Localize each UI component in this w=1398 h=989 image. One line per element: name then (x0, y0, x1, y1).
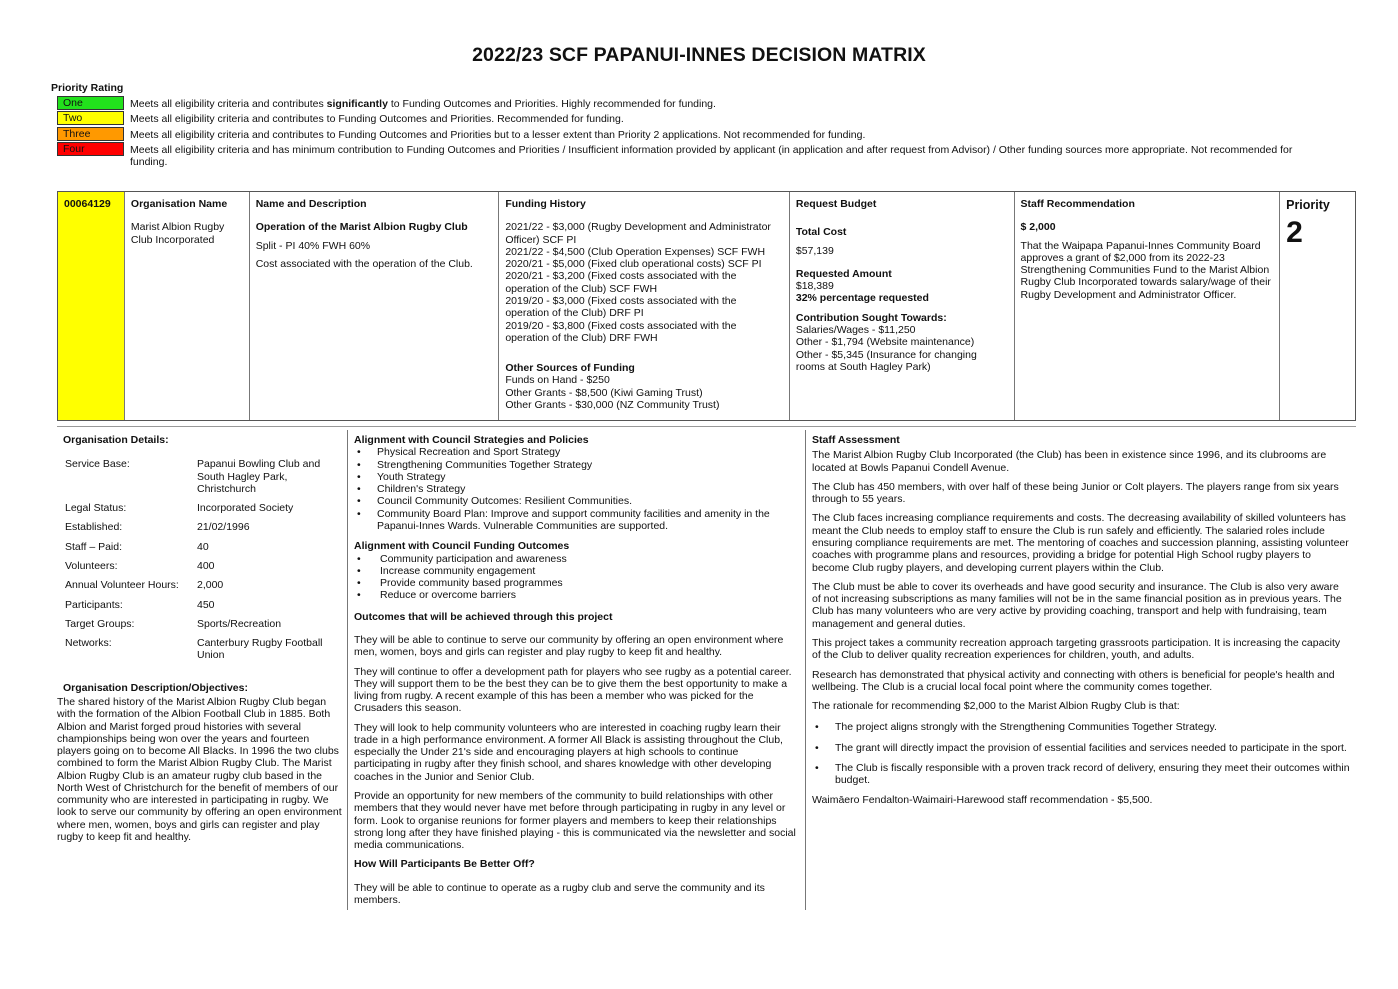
strategy-item: • Physical Recreation and Sport Strategy (356, 446, 797, 458)
priority-desc-one: Meets all eligibility criteria and contributes significantly to Funding Outcomes and Priorities. Highly recommended for funding. (130, 98, 716, 110)
other-source-item: Other Grants - $8,500 (Kiwi Gaming Trust) (505, 386, 703, 399)
funding-outcome-item: • Increase community engagement (356, 565, 797, 577)
org-detail-row: Service Base: Papanui Bowling Club and South Hagley Park, Christchurch (65, 458, 321, 495)
priority-desc-four: Meets all eligibility criteria and has minimum contribution to Funding Outcomes and Priorities / Insufficient information provided by applicant (in application and after request from Advisor) / Other funding sources more appropriate. Not recommended for funding. (130, 143, 1293, 169)
priority-desc-two: Meets all eligibility criteria and contributes to Funding Outcomes and Priorities. Recommended for funding. (130, 113, 624, 126)
project-name: Operation of the Marist Albion Rugby Club (255, 221, 468, 234)
better-off-text: They will be able to continue to operate as a rugby club and serve the community and its members. (354, 881, 765, 906)
funding-outcome-item: • Provide community based programmes (356, 577, 797, 589)
strategy-item: • Children's Strategy (356, 483, 797, 495)
priority-cell (1280, 192, 1355, 420)
assessment-paragraph: Research has demonstrated that physical activity and connecting with others is beneficial for people's health and wellbeing. The Club is a crucial local focal point where the community comes together. (812, 668, 1335, 693)
staff-assessment-column (806, 430, 1356, 910)
org-name-header: Organisation Name (130, 198, 228, 210)
better-off-heading: How Will Participants Be Better Off? (354, 858, 535, 871)
contribution-label: Contribution Sought Towards: (795, 311, 947, 324)
rationale-item: • The grant will directly impact the provision of essential facilities and services needed to participate in the sport. (814, 742, 1350, 754)
total-cost-label: Total Cost (795, 226, 847, 239)
priority-swatch-three: Three (57, 127, 124, 141)
application-record-table (57, 191, 1356, 421)
record-id-cell (58, 192, 125, 420)
strategy-item: • Community Board Plan: Improve and support community facilities and amenity in the Papanui-Innes Wards. Vulnerable Communities are supported. (356, 508, 797, 533)
contribution-item: Other - $5,345 (Insurance for changing rooms at South Hagley Park) (795, 348, 977, 373)
funding-history-header: Funding History (505, 198, 586, 210)
request-budget-header: Request Budget (795, 198, 877, 210)
other-source-item: Funds on Hand - $250 (505, 374, 610, 387)
funding-history-item: 2020/21 - $3,200 (Fixed costs associated with the operation of the Club) SCF FWH (505, 270, 737, 295)
other-board-recommendation: Waimāero Fendalton-Waimairi-Harewood staff recommendation - $5,500. (812, 794, 1153, 807)
org-detail-row: Volunteers: 400 (65, 559, 215, 572)
org-detail-row: Networks: Canterbury Rugby Football Union (65, 637, 323, 662)
contribution-item: Salaries/Wages - $11,250 (795, 323, 916, 336)
assessment-paragraph: The Club must be able to cover its overheads and have good security and insurance. The Club is also very aware of not increasing subscriptions as many families will not be in the same financial position as in previous years. The Club has many volunteers who are very active by providing coaching, transport and help with fundraising, team management and general duties. (812, 580, 1342, 630)
org-details-heading: Organisation Details: (63, 434, 169, 446)
outcome-paragraph: They will be able to continue to serve our community by offering an open environment where men, women, boys and girls can register and play rugby to keep fit and healthy. (354, 633, 784, 659)
funding-history-item: 2021/22 - $4,500 (Club Operation Expenses) SCF FWH (505, 245, 766, 258)
strategies-list (356, 446, 797, 532)
strategy-item: • Youth Strategy (356, 471, 797, 483)
funding-outcomes-list (356, 553, 797, 602)
funding-history-item: 2020/21 - $5,000 (Fixed club operational costs) SCF PI (505, 258, 762, 271)
staff-recommendation-header: Staff Recommendation (1020, 198, 1135, 210)
alignment-column (348, 430, 806, 910)
outcome-paragraph: Provide an opportunity for new members of the community to build relationships with other members that they would never have met before through participating in rugby in any level or form. Look to organise reunions for former players and members to keep their relationships strong long after they have finished playing - this is communicated via the newsletter and social media communications. (354, 790, 796, 852)
priority-value: 2 (1286, 215, 1303, 249)
priority-rating-row-one (57, 96, 1317, 110)
priority-rating-row-two (57, 111, 1317, 125)
requested-amount-value: $18,389 (795, 280, 834, 293)
priority-swatch-one: One (57, 96, 124, 110)
outcome-paragraph: They will continue to offer a development path for players who see rugby as a potential career. They will support them to be the best they can be to give them the best opportunity to make a living from rugby. A recent example of this has been a member who was picked for the Crusaders this season. (354, 665, 792, 715)
funding-outcome-item: • Community participation and awareness (356, 553, 797, 565)
org-name: Marist Albion Rugby Club Incorporated (130, 221, 225, 246)
strategy-item: • Strengthening Communities Together Strategy (356, 459, 797, 471)
funding-outcome-item: • Reduce or overcome barriers (356, 589, 797, 601)
funding-history-item: 2019/20 - $3,000 (Fixed costs associated with the operation of the Club) DRF PI (505, 294, 737, 320)
strategy-item: • Council Community Outcomes: Resilient Communities. (356, 495, 797, 507)
section-divider (57, 426, 1356, 427)
record-id: 00064129 (64, 198, 111, 210)
assessment-paragraph: The Club has 450 members, with over half of these being Junior or Colt players. The players range from six years through to 55 years. (812, 480, 1339, 506)
assessment-paragraph: The Marist Albion Rugby Club Incorporated (the Club) has been in existence since 1996, and its clubrooms are located at Bowls Papanui Condell Avenue. (812, 449, 1327, 474)
total-cost-value: $57,139 (795, 244, 834, 257)
page-title: 2022/23 SCF PAPANUI-INNES DECISION MATRIX (472, 44, 926, 66)
strategies-heading: Alignment with Council Strategies and Policies (354, 434, 589, 446)
contribution-item: Other - $1,794 (Website maintenance) (795, 336, 975, 349)
requested-amount-label: Requested Amount (795, 267, 892, 280)
org-description: The shared history of the Marist Albion Rugby Club began with the formation of the Albion Football Club in 1885. Both Albion and Marist forged proud histories with several championships being won over the years and fourteen players going on to become All Blacks. In 1996 the two clubs combined to form the Marist Albion Rugby Club. The Marist Albion Rugby Club is an amateur rugby club based in the North West of Christchurch for the benefit of members of our community who are interested in participating in rugby. We look to serve our community by offering an open environment where men, women, boys and girls can register and play rugby to keep fit and healthy. (57, 695, 342, 844)
other-source-item: Other Grants - $30,000 (NZ Community Trust) (505, 398, 720, 411)
rationale-list (814, 721, 1350, 786)
name-description-header: Name and Description (255, 198, 367, 210)
assessment-paragraph: The Club faces increasing compliance requirements and costs. The decreasing availability of skilled volunteers has meant the Club needs to employ staff to ensure the Club is run safely and efficiently. The salaried roles include ensuring compliance requirements are met. The mentoring of coaches and succession planning, assisting volunteer coaches with programme plans and resources, providing a bridge for potential High School rugby players to become Club rugby players, and developing current players within the Club. (812, 512, 1349, 574)
priority-header: Priority (1286, 198, 1330, 212)
staff-assessment-heading: Staff Assessment (812, 434, 900, 446)
request-budget-cell (790, 192, 1015, 420)
name-description-cell (250, 192, 500, 420)
org-detail-row: Target Groups: Sports/Recreation (65, 617, 282, 630)
funding-outcomes-heading: Alignment with Council Funding Outcomes (354, 540, 570, 553)
org-detail-row: Annual Volunteer Hours: 2,000 (65, 579, 224, 592)
outcome-paragraph: They will look to help community volunteers who are interested in coaching rugby learn their trade in a high performance environment. A former All Black is assisting throughout the Club, especially the Under 21's side and encouraging players at high schools to continue participating in rugby after they finish school, and shares knowledge with other developing coaches in the Junior and Senior Club. (354, 721, 783, 783)
percentage-requested: 32% percentage requested (795, 292, 929, 305)
priority-swatch-four: Four (57, 142, 124, 156)
priority-desc-three: Meets all eligibility criteria and contributes to Funding Outcomes and Priorities but to a lesser extent than Priority 2 applications. Not recommended for funding. (130, 128, 866, 141)
details-section (57, 430, 1356, 910)
org-detail-row: Legal Status: Incorporated Society (65, 502, 294, 515)
priority-rating-heading: Priority Rating (51, 82, 124, 94)
org-name-cell (125, 192, 250, 420)
org-detail-row: Established: 21/02/1996 (65, 521, 250, 534)
organisation-details-column (57, 430, 348, 910)
staff-recommendation-amount: $ 2,000 (1020, 221, 1056, 234)
org-description-heading: Organisation Description/Objectives: (63, 681, 248, 694)
funding-split: Split - PI 40% FWH 60% (255, 239, 371, 252)
rationale-item: • The project aligns strongly with the Strengthening Communities Together Strategy. (814, 721, 1350, 733)
rationale-item: • The Club is fiscally responsible with a proven track record of delivery, ensuring they meet their outcomes within budget. (814, 762, 1350, 787)
assessment-paragraph: The rationale for recommending $2,000 to the Marist Albion Rugby Club is that: (812, 700, 1180, 713)
staff-recommendation-text: That the Waipapa Papanui-Innes Community Board approves a grant of $2,000 from its 2022-23 Strengthening Communities Fund to the Marist Albion Rugby Club Incorporated towards salary/wage of their Rugby Development and Administrator Officer. (1020, 239, 1271, 301)
staff-recommendation-cell (1015, 192, 1281, 420)
org-detail-row: Participants: 450 (65, 598, 215, 611)
org-detail-row: Staff – Paid: 40 (65, 540, 209, 553)
funding-history-cell (499, 192, 790, 420)
priority-rating-row-four (57, 142, 1317, 169)
funding-history-item: 2021/22 - $3,000 (Rugby Development and Administrator Officer) SCF PI (505, 221, 771, 246)
priority-rating-row-three (57, 127, 1317, 141)
funding-history-item: 2019/20 - $3,800 (Fixed costs associated with the operation of the Club) DRF FWH (505, 319, 737, 344)
priority-swatch-two: Two (57, 111, 124, 125)
assessment-paragraph: This project takes a community recreation approach targeting grassroots participation. It is increasing the capacity of the Club to deliver quality recreation experiences for children, youth, and adults. (812, 636, 1341, 662)
priority-rating-legend (57, 96, 1317, 169)
outcomes-achieved-heading: Outcomes that will be achieved through this project (354, 610, 613, 623)
project-description: Cost associated with the operation of the Club. (255, 257, 473, 270)
other-sources-header: Other Sources of Funding (505, 362, 635, 375)
